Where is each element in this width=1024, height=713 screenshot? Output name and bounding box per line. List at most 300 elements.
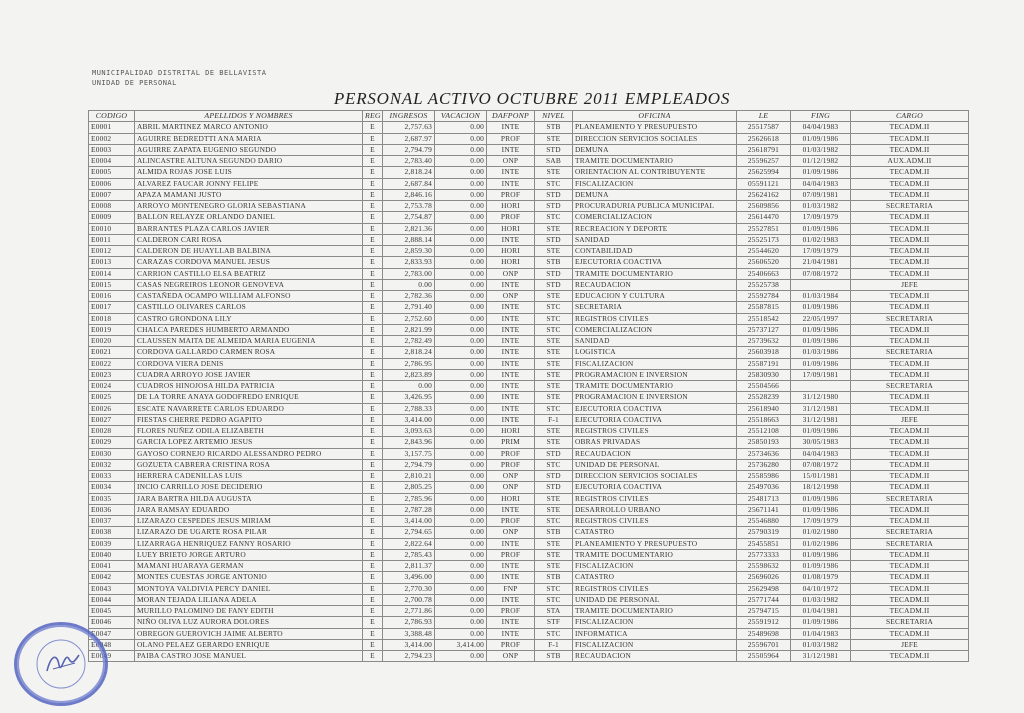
cell-start-date: 01/09/1986 <box>791 336 851 347</box>
cell-level: STC <box>535 516 573 527</box>
cell-office: FISCALIZACION <box>573 561 737 572</box>
cell-name: CORDOVA VIERA DENIS <box>135 358 363 369</box>
cell-vacation: 0.00 <box>435 482 487 493</box>
cell-code: E0025 <box>89 392 135 403</box>
cell-vacation: 0.00 <box>435 538 487 549</box>
cell-reg: E <box>363 403 383 414</box>
cell-code: E0029 <box>89 437 135 448</box>
cell-start-date: 01/02/1983 <box>791 234 851 245</box>
cell-office: EDUCACION Y CULTURA <box>573 291 737 302</box>
cell-name: ALVAREZ FAUCAR JONNY FELIPE <box>135 178 363 189</box>
cell-id: 25592784 <box>737 291 791 302</box>
cell-income: 2,785.43 <box>383 549 435 560</box>
cell-vacation: 0.00 <box>435 471 487 482</box>
cell-name: CASAS NEGREIROS LEONOR GENOVEVA <box>135 279 363 290</box>
cell-reg: E <box>363 122 383 133</box>
cell-income: 2,788.33 <box>383 403 435 414</box>
cell-reg: E <box>363 302 383 313</box>
cell-income: 2,794.23 <box>383 651 435 662</box>
cell-income: 2,753.78 <box>383 201 435 212</box>
cell-start-date: 01/03/1982 <box>791 594 851 605</box>
cell-start-date: 01/03/1984 <box>791 291 851 302</box>
cell-vacation: 0.00 <box>435 369 487 380</box>
table-row <box>89 617 969 628</box>
cell-start-date: 01/09/1986 <box>791 133 851 144</box>
cell-pension: INTE <box>487 369 535 380</box>
cell-income: 0.00 <box>383 381 435 392</box>
cell-id: 25504566 <box>737 381 791 392</box>
cell-reg: E <box>363 414 383 425</box>
cell-vacation: 0.00 <box>435 448 487 459</box>
cell-pension: INTE <box>487 561 535 572</box>
cell-level: STE <box>535 223 573 234</box>
cell-position: TECADM.II <box>851 651 969 662</box>
cell-name: FIESTAS CHERRE PEDRO AGAPITO <box>135 414 363 425</box>
cell-position: TECADM.II <box>851 324 969 335</box>
cell-pension: HORI <box>487 201 535 212</box>
cell-reg: E <box>363 549 383 560</box>
column-header: VACACION <box>435 111 487 122</box>
cell-position: TECADM.II <box>851 291 969 302</box>
cell-name: CASTILLO OLIVARES CARLOS <box>135 302 363 313</box>
cell-level: STE <box>535 493 573 504</box>
cell-name: DE LA TORRE ANAYA GODOFREDO ENRIQUE <box>135 392 363 403</box>
table-row <box>89 223 969 234</box>
cell-start-date: 31/12/1981 <box>791 403 851 414</box>
table-row <box>89 437 969 448</box>
cell-office: ORIENTACION AL CONTRIBUYENTE <box>573 167 737 178</box>
cell-id: 25517587 <box>737 122 791 133</box>
cell-reg: E <box>363 358 383 369</box>
cell-income: 2,794.79 <box>383 459 435 470</box>
cell-name: ABRIL MARTINEZ MARCO ANTONIO <box>135 122 363 133</box>
cell-office: DIRECCION SERVICIOS SOCIALES <box>573 471 737 482</box>
cell-vacation: 0.00 <box>435 189 487 200</box>
cell-reg: E <box>363 167 383 178</box>
cell-level: STE <box>535 437 573 448</box>
table-row <box>89 628 969 639</box>
cell-position: TECADM.II <box>851 606 969 617</box>
cell-id: 25614470 <box>737 212 791 223</box>
cell-position: TECADM.II <box>851 628 969 639</box>
cell-income: 3,093.63 <box>383 426 435 437</box>
cell-reg: E <box>363 606 383 617</box>
cell-level: STE <box>535 381 573 392</box>
cell-office: RECAUDACION <box>573 651 737 662</box>
cell-id: 25606520 <box>737 257 791 268</box>
cell-position: TECADM.II <box>851 257 969 268</box>
cell-office: REGISTROS CIVILES <box>573 313 737 324</box>
cell-name: GARCIA LOPEZ ARTEMIO JESUS <box>135 437 363 448</box>
cell-income: 2,888.14 <box>383 234 435 245</box>
cell-code: E0018 <box>89 313 135 324</box>
cell-vacation: 0.00 <box>435 606 487 617</box>
cell-start-date: 01/04/1983 <box>791 628 851 639</box>
cell-position: TECADM.II <box>851 369 969 380</box>
cell-vacation: 0.00 <box>435 504 487 515</box>
cell-vacation: 0.00 <box>435 291 487 302</box>
cell-position: TECADM.II <box>851 549 969 560</box>
cell-code: E0038 <box>89 527 135 538</box>
cell-income: 2,846.16 <box>383 189 435 200</box>
cell-income: 2,794.65 <box>383 527 435 538</box>
cell-reg: E <box>363 201 383 212</box>
cell-code: E0039 <box>89 538 135 549</box>
cell-code: E0017 <box>89 302 135 313</box>
cell-pension: PROF <box>487 606 535 617</box>
cell-position: SECRETARIA <box>851 201 969 212</box>
cell-position: JEFE <box>851 279 969 290</box>
cell-level: STC <box>535 302 573 313</box>
cell-income: 2,687.84 <box>383 178 435 189</box>
cell-id: 25737127 <box>737 324 791 335</box>
cell-pension: ONP <box>487 482 535 493</box>
cell-start-date: 04/04/1983 <box>791 448 851 459</box>
cell-code: E0044 <box>89 594 135 605</box>
table-row <box>89 493 969 504</box>
cell-start-date: 15/01/1981 <box>791 471 851 482</box>
cell-vacation: 0.00 <box>435 279 487 290</box>
cell-position: TECADM.II <box>851 403 969 414</box>
cell-pension: INTE <box>487 403 535 414</box>
cell-level: STD <box>535 144 573 155</box>
table-row <box>89 201 969 212</box>
cell-position: TECADM.II <box>851 336 969 347</box>
cell-code: E0040 <box>89 549 135 560</box>
cell-income: 2,833.93 <box>383 257 435 268</box>
cell-vacation: 0.00 <box>435 133 487 144</box>
cell-start-date: 01/09/1986 <box>791 167 851 178</box>
cell-income: 2,786.93 <box>383 617 435 628</box>
cell-id: 25830930 <box>737 369 791 380</box>
cell-pension: INTE <box>487 336 535 347</box>
cell-code: E0046 <box>89 617 135 628</box>
cell-vacation: 0.00 <box>435 336 487 347</box>
cell-office: DIRECCION SERVICIOS SOCIALES <box>573 133 737 144</box>
table-row <box>89 471 969 482</box>
cell-reg: E <box>363 459 383 470</box>
cell-level: STE <box>535 392 573 403</box>
cell-start-date <box>791 279 851 290</box>
cell-name: AGUIRRE BEDREDTTI ANA MARIA <box>135 133 363 144</box>
cell-start-date: 18/12/1998 <box>791 482 851 493</box>
cell-id: 25603918 <box>737 347 791 358</box>
cell-start-date: 01/09/1986 <box>791 426 851 437</box>
cell-start-date: 01/09/1986 <box>791 302 851 313</box>
cell-vacation: 0.00 <box>435 122 487 133</box>
cell-position: TECADM.II <box>851 167 969 178</box>
cell-pension: INTE <box>487 414 535 425</box>
cell-start-date: 01/08/1979 <box>791 572 851 583</box>
cell-vacation: 0.00 <box>435 414 487 425</box>
cell-pension: PROF <box>487 516 535 527</box>
cell-pension: INTE <box>487 538 535 549</box>
cell-pension: HORI <box>487 246 535 257</box>
cell-code: E0048 <box>89 639 135 650</box>
cell-office: PROGRAMACION E INVERSION <box>573 392 737 403</box>
cell-id: 25497036 <box>737 482 791 493</box>
cell-office: OBRAS PRIVADAS <box>573 437 737 448</box>
cell-name: CUADRA ARROYO JOSE JAVIER <box>135 369 363 380</box>
cell-position: TECADM.II <box>851 594 969 605</box>
cell-start-date: 01/03/1982 <box>791 639 851 650</box>
cell-id: 25528239 <box>737 392 791 403</box>
cell-income: 2,687.97 <box>383 133 435 144</box>
cell-pension: INTE <box>487 122 535 133</box>
cell-vacation: 0.00 <box>435 201 487 212</box>
cell-code: E0016 <box>89 291 135 302</box>
cell-pension: HORI <box>487 493 535 504</box>
table-row <box>89 268 969 279</box>
cell-office: INFORMATICA <box>573 628 737 639</box>
cell-reg: E <box>363 268 383 279</box>
cell-pension: PROF <box>487 549 535 560</box>
table-row <box>89 279 969 290</box>
cell-reg: E <box>363 617 383 628</box>
cell-pension: ONP <box>487 527 535 538</box>
cell-code: E0019 <box>89 324 135 335</box>
cell-code: E0028 <box>89 426 135 437</box>
cell-reg: E <box>363 347 383 358</box>
cell-code: E0032 <box>89 459 135 470</box>
cell-code: E0015 <box>89 279 135 290</box>
cell-income: 2,859.30 <box>383 246 435 257</box>
cell-position: TECADM.II <box>851 178 969 189</box>
cell-start-date: 01/12/1982 <box>791 156 851 167</box>
cell-position: TECADM.II <box>851 268 969 279</box>
cell-code: E0006 <box>89 178 135 189</box>
table-row <box>89 403 969 414</box>
cell-level: STB <box>535 572 573 583</box>
cell-name: CARRION CASTILLO ELSA BEATRIZ <box>135 268 363 279</box>
cell-office: DEMUNA <box>573 189 737 200</box>
cell-income: 2,782.36 <box>383 291 435 302</box>
cell-vacation: 0.00 <box>435 426 487 437</box>
cell-start-date: 21/04/1981 <box>791 257 851 268</box>
table-row <box>89 358 969 369</box>
cell-code: E0042 <box>89 572 135 583</box>
cell-level: STC <box>535 628 573 639</box>
cell-vacation: 0.00 <box>435 212 487 223</box>
cell-start-date: 01/09/1986 <box>791 504 851 515</box>
cell-id: 25587815 <box>737 302 791 313</box>
cell-level: STE <box>535 538 573 549</box>
document-header <box>92 68 266 88</box>
cell-vacation: 0.00 <box>435 527 487 538</box>
cell-code: E0026 <box>89 403 135 414</box>
column-header: CARGO <box>851 111 969 122</box>
cell-pension: INTE <box>487 234 535 245</box>
cell-reg: E <box>363 144 383 155</box>
cell-reg: E <box>363 504 383 515</box>
cell-office: EJECUTORIA COACTIVA <box>573 482 737 493</box>
cell-name: ALINCASTRE ALTUNA SEGUNDO DARIO <box>135 156 363 167</box>
cell-start-date: 04/04/1983 <box>791 178 851 189</box>
cell-name: LIZARAZO DE UGARTE ROSA PILAR <box>135 527 363 538</box>
cell-pension: ONP <box>487 156 535 167</box>
cell-vacation: 0.00 <box>435 223 487 234</box>
table-row <box>89 369 969 380</box>
cell-office: SANIDAD <box>573 336 737 347</box>
cell-id: 25739632 <box>737 336 791 347</box>
cell-code: E0047 <box>89 628 135 639</box>
cell-position: AUX.ADM.II <box>851 156 969 167</box>
cell-code: E0014 <box>89 268 135 279</box>
cell-code: E0012 <box>89 246 135 257</box>
cell-name: ESCATE NAVARRETE CARLOS EDUARDO <box>135 403 363 414</box>
cell-level: F-1 <box>535 414 573 425</box>
cell-reg: E <box>363 628 383 639</box>
cell-pension: HORI <box>487 257 535 268</box>
cell-id: 25773333 <box>737 549 791 560</box>
cell-position: SECRETARIA <box>851 313 969 324</box>
cell-name: MURILLO PALOMINO DE FANY EDITH <box>135 606 363 617</box>
cell-level: STD <box>535 482 573 493</box>
cell-vacation: 0.00 <box>435 583 487 594</box>
cell-id: 25489698 <box>737 628 791 639</box>
cell-office: TRAMITE DOCUMENTARIO <box>573 268 737 279</box>
table-row <box>89 167 969 178</box>
cell-name: CALDERON DE HUAYLLAB BALBINA <box>135 246 363 257</box>
cell-position: TECADM.II <box>851 133 969 144</box>
cell-income: 3,157.75 <box>383 448 435 459</box>
cell-id: 25518542 <box>737 313 791 324</box>
cell-vacation: 0.00 <box>435 358 487 369</box>
cell-start-date: 01/09/1986 <box>791 561 851 572</box>
cell-level: STB <box>535 122 573 133</box>
cell-pension: PROF <box>487 459 535 470</box>
cell-level: STD <box>535 268 573 279</box>
cell-pension: INTE <box>487 617 535 628</box>
cell-income: 2,810.21 <box>383 471 435 482</box>
cell-level: STB <box>535 257 573 268</box>
cell-name: INCIO CARRILLO JOSE DECIDERIO <box>135 482 363 493</box>
cell-office: DESARROLLO URBANO <box>573 504 737 515</box>
cell-name: MONTES CUESTAS JORGE ANTONIO <box>135 572 363 583</box>
cell-income: 2,843.96 <box>383 437 435 448</box>
cell-office: RECREACION Y DEPORTE <box>573 223 737 234</box>
cell-name: LIZARRAGA HENRIQUEZ FANNY ROSARIO <box>135 538 363 549</box>
table-row <box>89 133 969 144</box>
table-row <box>89 347 969 358</box>
table-row <box>89 448 969 459</box>
cell-income: 2,821.36 <box>383 223 435 234</box>
table-row <box>89 414 969 425</box>
table-row <box>89 538 969 549</box>
cell-reg: E <box>363 482 383 493</box>
table-row <box>89 572 969 583</box>
cell-pension: PRIM <box>487 437 535 448</box>
cell-id: 25736280 <box>737 459 791 470</box>
cell-code: E0049 <box>89 651 135 662</box>
cell-id: 25625994 <box>737 167 791 178</box>
cell-office: CONTABILIDAD <box>573 246 737 257</box>
cell-level: STC <box>535 594 573 605</box>
cell-vacation: 0.00 <box>435 572 487 583</box>
cell-position: SECRETARIA <box>851 527 969 538</box>
cell-id: 25734636 <box>737 448 791 459</box>
cell-start-date: 01/09/1986 <box>791 617 851 628</box>
cell-code: E0034 <box>89 482 135 493</box>
cell-reg: E <box>363 381 383 392</box>
cell-position: TECADM.II <box>851 212 969 223</box>
cell-name: LIZARAZO CESPEDES JESUS MIRIAM <box>135 516 363 527</box>
cell-vacation: 0.00 <box>435 628 487 639</box>
cell-name: CHALCA PAREDES HUMBERTO ARMANDO <box>135 324 363 335</box>
table-row <box>89 246 969 257</box>
cell-code: E0027 <box>89 414 135 425</box>
cell-office: EJECUTORIA COACTIVA <box>573 414 737 425</box>
cell-id: 25671141 <box>737 504 791 515</box>
column-header: DAFPONP <box>487 111 535 122</box>
cell-pension: ONP <box>487 471 535 482</box>
cell-level: STC <box>535 178 573 189</box>
cell-reg: E <box>363 324 383 335</box>
cell-code: E0021 <box>89 347 135 358</box>
cell-income: 2,754.87 <box>383 212 435 223</box>
cell-start-date: 31/12/1980 <box>791 392 851 403</box>
cell-office: RECAUDACION <box>573 448 737 459</box>
cell-office: REGISTROS CIVILES <box>573 516 737 527</box>
cell-level: STE <box>535 561 573 572</box>
cell-name: MAMANI HUARAYA GERMAN <box>135 561 363 572</box>
official-stamp <box>14 622 108 706</box>
cell-reg: E <box>363 291 383 302</box>
cell-level: STD <box>535 448 573 459</box>
cell-code: E0004 <box>89 156 135 167</box>
cell-id: 25618791 <box>737 144 791 155</box>
cell-code: E0008 <box>89 201 135 212</box>
cell-position: TECADM.II <box>851 437 969 448</box>
cell-reg: E <box>363 527 383 538</box>
cell-name: ALMIDA ROJAS JOSE LUIS <box>135 167 363 178</box>
cell-income: 2,786.95 <box>383 358 435 369</box>
cell-id: 25794715 <box>737 606 791 617</box>
cell-position: TECADM.II <box>851 223 969 234</box>
cell-vacation: 0.00 <box>435 549 487 560</box>
cell-id: 05591121 <box>737 178 791 189</box>
cell-position: SECRETARIA <box>851 381 969 392</box>
cell-level: SAB <box>535 156 573 167</box>
cell-reg: E <box>363 223 383 234</box>
cell-position: TECADM.II <box>851 392 969 403</box>
cell-position: TECADM.II <box>851 122 969 133</box>
cell-start-date: 01/04/1981 <box>791 606 851 617</box>
department-name: UNIDAD DE PERSONAL <box>92 79 177 87</box>
cell-name: CARAZAS CORDOVA MANUEL JESUS <box>135 257 363 268</box>
cell-office: UNIDAD DE PERSONAL <box>573 594 737 605</box>
cell-income: 2,811.37 <box>383 561 435 572</box>
cell-reg: E <box>363 426 383 437</box>
cell-office: FISCALIZACION <box>573 178 737 189</box>
cell-level: STE <box>535 347 573 358</box>
cell-start-date: 31/12/1981 <box>791 651 851 662</box>
table-row <box>89 156 969 167</box>
cell-name: JARA BARTRA HILDA AUGUSTA <box>135 493 363 504</box>
cell-code: E0022 <box>89 358 135 369</box>
table-row <box>89 516 969 527</box>
cell-code: E0001 <box>89 122 135 133</box>
cell-name: JARA RAMSAY EDUARDO <box>135 504 363 515</box>
cell-reg: E <box>363 437 383 448</box>
cell-level: STE <box>535 358 573 369</box>
employee-table <box>88 110 969 662</box>
column-header: CODIGO <box>89 111 135 122</box>
cell-vacation: 0.00 <box>435 347 487 358</box>
cell-position: TECADM.II <box>851 459 969 470</box>
table-row <box>89 324 969 335</box>
cell-id: 25629498 <box>737 583 791 594</box>
